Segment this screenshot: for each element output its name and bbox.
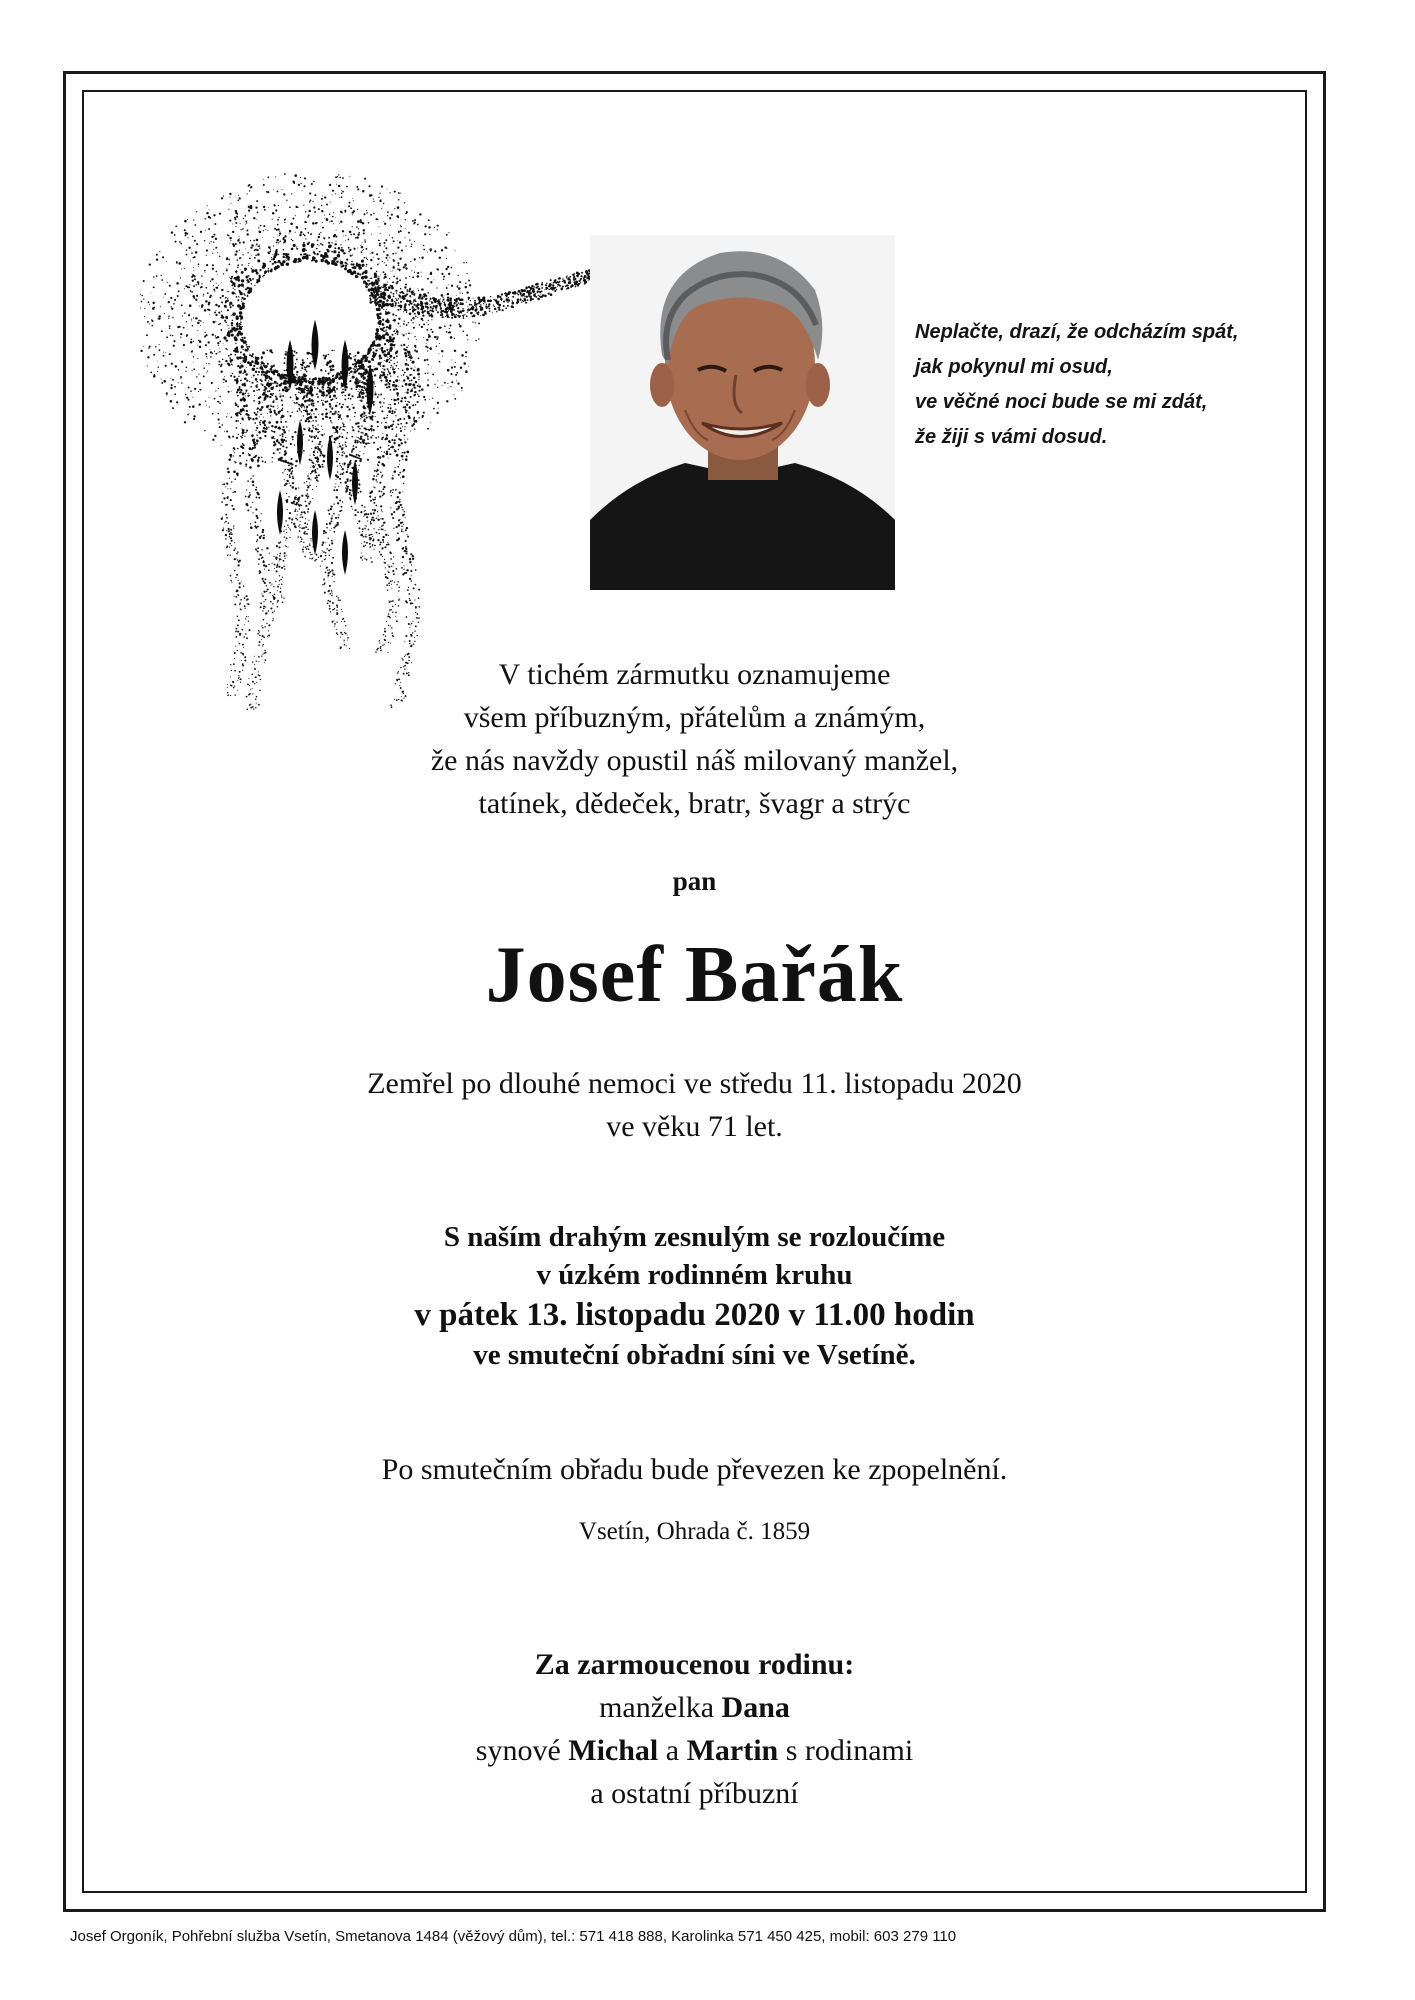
sons-label: synové (475, 1734, 561, 1767)
cremation-note: Po smutečním obřadu bude převezen ke zpopelnění. (381, 1453, 1008, 1486)
age-line: ve věku 71 let. (606, 1110, 783, 1143)
wife-line (82, 1686, 1307, 1729)
poem-line: ve věčné noci bude se mi zdát, (915, 391, 1208, 413)
announcement-line: V tichém zármutku oznamujeme (498, 658, 891, 691)
deceased-name: Josef Bařák (485, 931, 904, 1019)
funeral-service-footer: Josef Orgoník, Pohřební služba Vsetín, Smetanova 1484 (věžový dům), tel.: 571 418 888, Karolinka 571 450 425, mobil: 603 279 110 (70, 1928, 957, 1945)
poem-line: jak pokynul mi osud, (915, 356, 1113, 378)
honorific: pan (672, 866, 717, 896)
conjunction: a (665, 1734, 680, 1767)
poem-line: Neplačte, drazí, že odcházím spát, (915, 321, 1239, 343)
candle-ornament-icon (140, 170, 590, 710)
farewell-line: v úzkém rodinném kruhu (536, 1259, 853, 1291)
sons-suffix: s rodinami (785, 1734, 914, 1767)
farewell-details (82, 1218, 1307, 1374)
farewell-date: v pátek 13. listopadu 2020 v 11.00 hodin (414, 1297, 975, 1333)
family-address: Vsetín, Ohrada č. 1859 (578, 1518, 811, 1545)
portrait-photo (590, 235, 895, 590)
son-name: Martin (686, 1734, 779, 1767)
others-line: a ostatní příbuzní (590, 1777, 799, 1810)
poem-block (915, 315, 1315, 455)
announcement-line: tatínek, dědeček, bratr, švagr a strýc (478, 787, 911, 820)
announcement-line: že nás navždy opustil náš milovaný manžel, (430, 744, 959, 777)
sons-line (82, 1729, 1307, 1772)
wife-label: manželka (599, 1691, 715, 1724)
farewell-line: S naším drahým zesnulým se rozloučíme (443, 1221, 946, 1253)
family-signature (82, 1643, 1307, 1815)
announcement-line: všem příbuzným, přátelům a známým, (463, 701, 926, 734)
death-line: Zemřel po dlouhé nemoci ve středu 11. listopadu 2020 (367, 1067, 1022, 1100)
poem-line: že žiji s vámi dosud. (915, 426, 1108, 448)
farewell-place: ve smuteční obřadní síni ve Vsetíně. (473, 1339, 916, 1371)
announcement-text (82, 653, 1307, 825)
wife-name: Dana (721, 1691, 790, 1724)
family-heading: Za zarmoucenou rodinu: (534, 1648, 855, 1681)
death-details (82, 1062, 1307, 1148)
son-name: Michal (568, 1734, 659, 1767)
